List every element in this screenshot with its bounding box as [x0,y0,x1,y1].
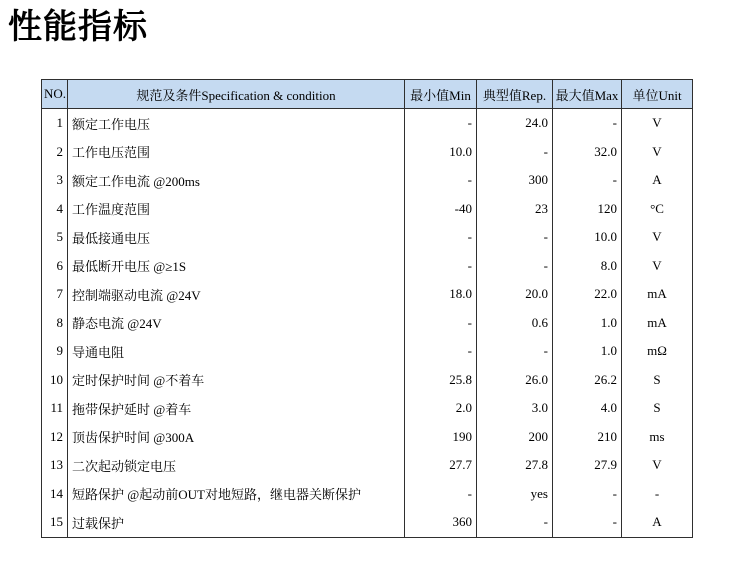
header-typ: 典型值Rep. [477,80,553,109]
row-no-cell: 11 [42,394,68,423]
table-row [42,508,693,537]
table-header-row [42,80,693,109]
row-unit-cell: ms [622,423,693,452]
row-unit-cell: mΩ [622,337,693,366]
row-max-cell: 27.9 [553,451,622,480]
row-unit-cell: S [622,366,693,395]
header-min: 最小值Min [405,80,477,109]
row-no-cell: 14 [42,480,68,509]
row-no-cell: 8 [42,309,68,338]
header-no: NO. [42,80,68,109]
row-no-cell: 7 [42,280,68,309]
row-max-cell: 1.0 [553,337,622,366]
row-spec-cell: 过载保护 [68,508,405,537]
row-typ-cell: 300 [477,166,553,195]
table-row [42,109,693,138]
row-max-cell: - [553,166,622,195]
page-title: 性能指标 [8,7,148,47]
row-min-cell: - [405,252,477,281]
row-unit-cell: A [622,508,693,537]
row-min-cell: 10.0 [405,138,477,167]
row-max-cell: - [553,480,622,509]
row-unit-cell: A [622,166,693,195]
row-min-cell: - [405,309,477,338]
row-min-cell: - [405,109,477,138]
row-min-cell: 190 [405,423,477,452]
row-typ-cell: - [477,138,553,167]
row-unit-cell: V [622,109,693,138]
row-typ-cell: - [477,337,553,366]
row-unit-cell: mA [622,309,693,338]
table-row [42,252,693,281]
row-spec-cell: 短路保护 @起动前OUT对地短路，继电器关断保护 [68,480,405,509]
row-unit-cell: - [622,480,693,509]
row-no-cell: 2 [42,138,68,167]
row-no-cell: 6 [42,252,68,281]
row-typ-cell: - [477,223,553,252]
row-min-cell: 18.0 [405,280,477,309]
table-row [42,280,693,309]
row-no-cell: 1 [42,109,68,138]
row-spec-cell: 额定工作电压 [68,109,405,138]
table-row [42,366,693,395]
header-unit: 单位Unit [622,80,693,109]
row-no-cell: 3 [42,166,68,195]
table-row [42,423,693,452]
row-typ-cell: 200 [477,423,553,452]
table-row [42,451,693,480]
row-no-cell: 5 [42,223,68,252]
row-spec-cell: 最低接通电压 [68,223,405,252]
row-spec-cell: 二次起动锁定电压 [68,451,405,480]
row-spec-cell: 定时保护时间 @不着车 [68,366,405,395]
row-unit-cell: V [622,451,693,480]
row-min-cell: - [405,480,477,509]
row-max-cell: 4.0 [553,394,622,423]
row-max-cell: - [553,508,622,537]
row-unit-cell: °C [622,195,693,224]
row-min-cell: - [405,337,477,366]
table-row [42,480,693,509]
row-min-cell: - [405,166,477,195]
row-min-cell: 27.7 [405,451,477,480]
row-max-cell: 1.0 [553,309,622,338]
row-spec-cell: 工作电压范围 [68,138,405,167]
table-row [42,195,693,224]
table-row [42,166,693,195]
header-max: 最大值Max [553,80,622,109]
row-min-cell: 2.0 [405,394,477,423]
row-typ-cell: - [477,252,553,281]
row-no-cell: 4 [42,195,68,224]
spec-table [41,79,693,538]
row-max-cell: 32.0 [553,138,622,167]
row-typ-cell: 24.0 [477,109,553,138]
row-no-cell: 9 [42,337,68,366]
row-max-cell: 210 [553,423,622,452]
row-spec-cell: 控制端驱动电流 @24V [68,280,405,309]
table-row [42,394,693,423]
row-typ-cell: 3.0 [477,394,553,423]
row-spec-cell: 静态电流 @24V [68,309,405,338]
row-min-cell: 360 [405,508,477,537]
row-no-cell: 13 [42,451,68,480]
row-no-cell: 10 [42,366,68,395]
row-typ-cell: 27.8 [477,451,553,480]
row-unit-cell: V [622,223,693,252]
row-unit-cell: V [622,252,693,281]
row-min-cell: - [405,223,477,252]
row-unit-cell: V [622,138,693,167]
row-min-cell: -40 [405,195,477,224]
row-spec-cell: 拖带保护延时 @着车 [68,394,405,423]
row-max-cell: - [553,109,622,138]
row-unit-cell: mA [622,280,693,309]
row-spec-cell: 最低断开电压 @≥1S [68,252,405,281]
table-row [42,337,693,366]
row-unit-cell: S [622,394,693,423]
row-max-cell: 26.2 [553,366,622,395]
row-max-cell: 120 [553,195,622,224]
row-typ-cell: - [477,508,553,537]
row-min-cell: 25.8 [405,366,477,395]
row-spec-cell: 顶齿保护时间 @300A [68,423,405,452]
table-row [42,138,693,167]
table-row [42,309,693,338]
row-typ-cell: 26.0 [477,366,553,395]
row-max-cell: 10.0 [553,223,622,252]
row-no-cell: 15 [42,508,68,537]
row-typ-cell: yes [477,480,553,509]
row-max-cell: 8.0 [553,252,622,281]
row-typ-cell: 23 [477,195,553,224]
header-spec: 规范及条件Specification & condition [68,80,405,109]
row-spec-cell: 额定工作电流 @200ms [68,166,405,195]
row-spec-cell: 工作温度范围 [68,195,405,224]
table-row [42,223,693,252]
row-no-cell: 12 [42,423,68,452]
row-spec-cell: 导通电阻 [68,337,405,366]
row-max-cell: 22.0 [553,280,622,309]
row-typ-cell: 20.0 [477,280,553,309]
row-typ-cell: 0.6 [477,309,553,338]
